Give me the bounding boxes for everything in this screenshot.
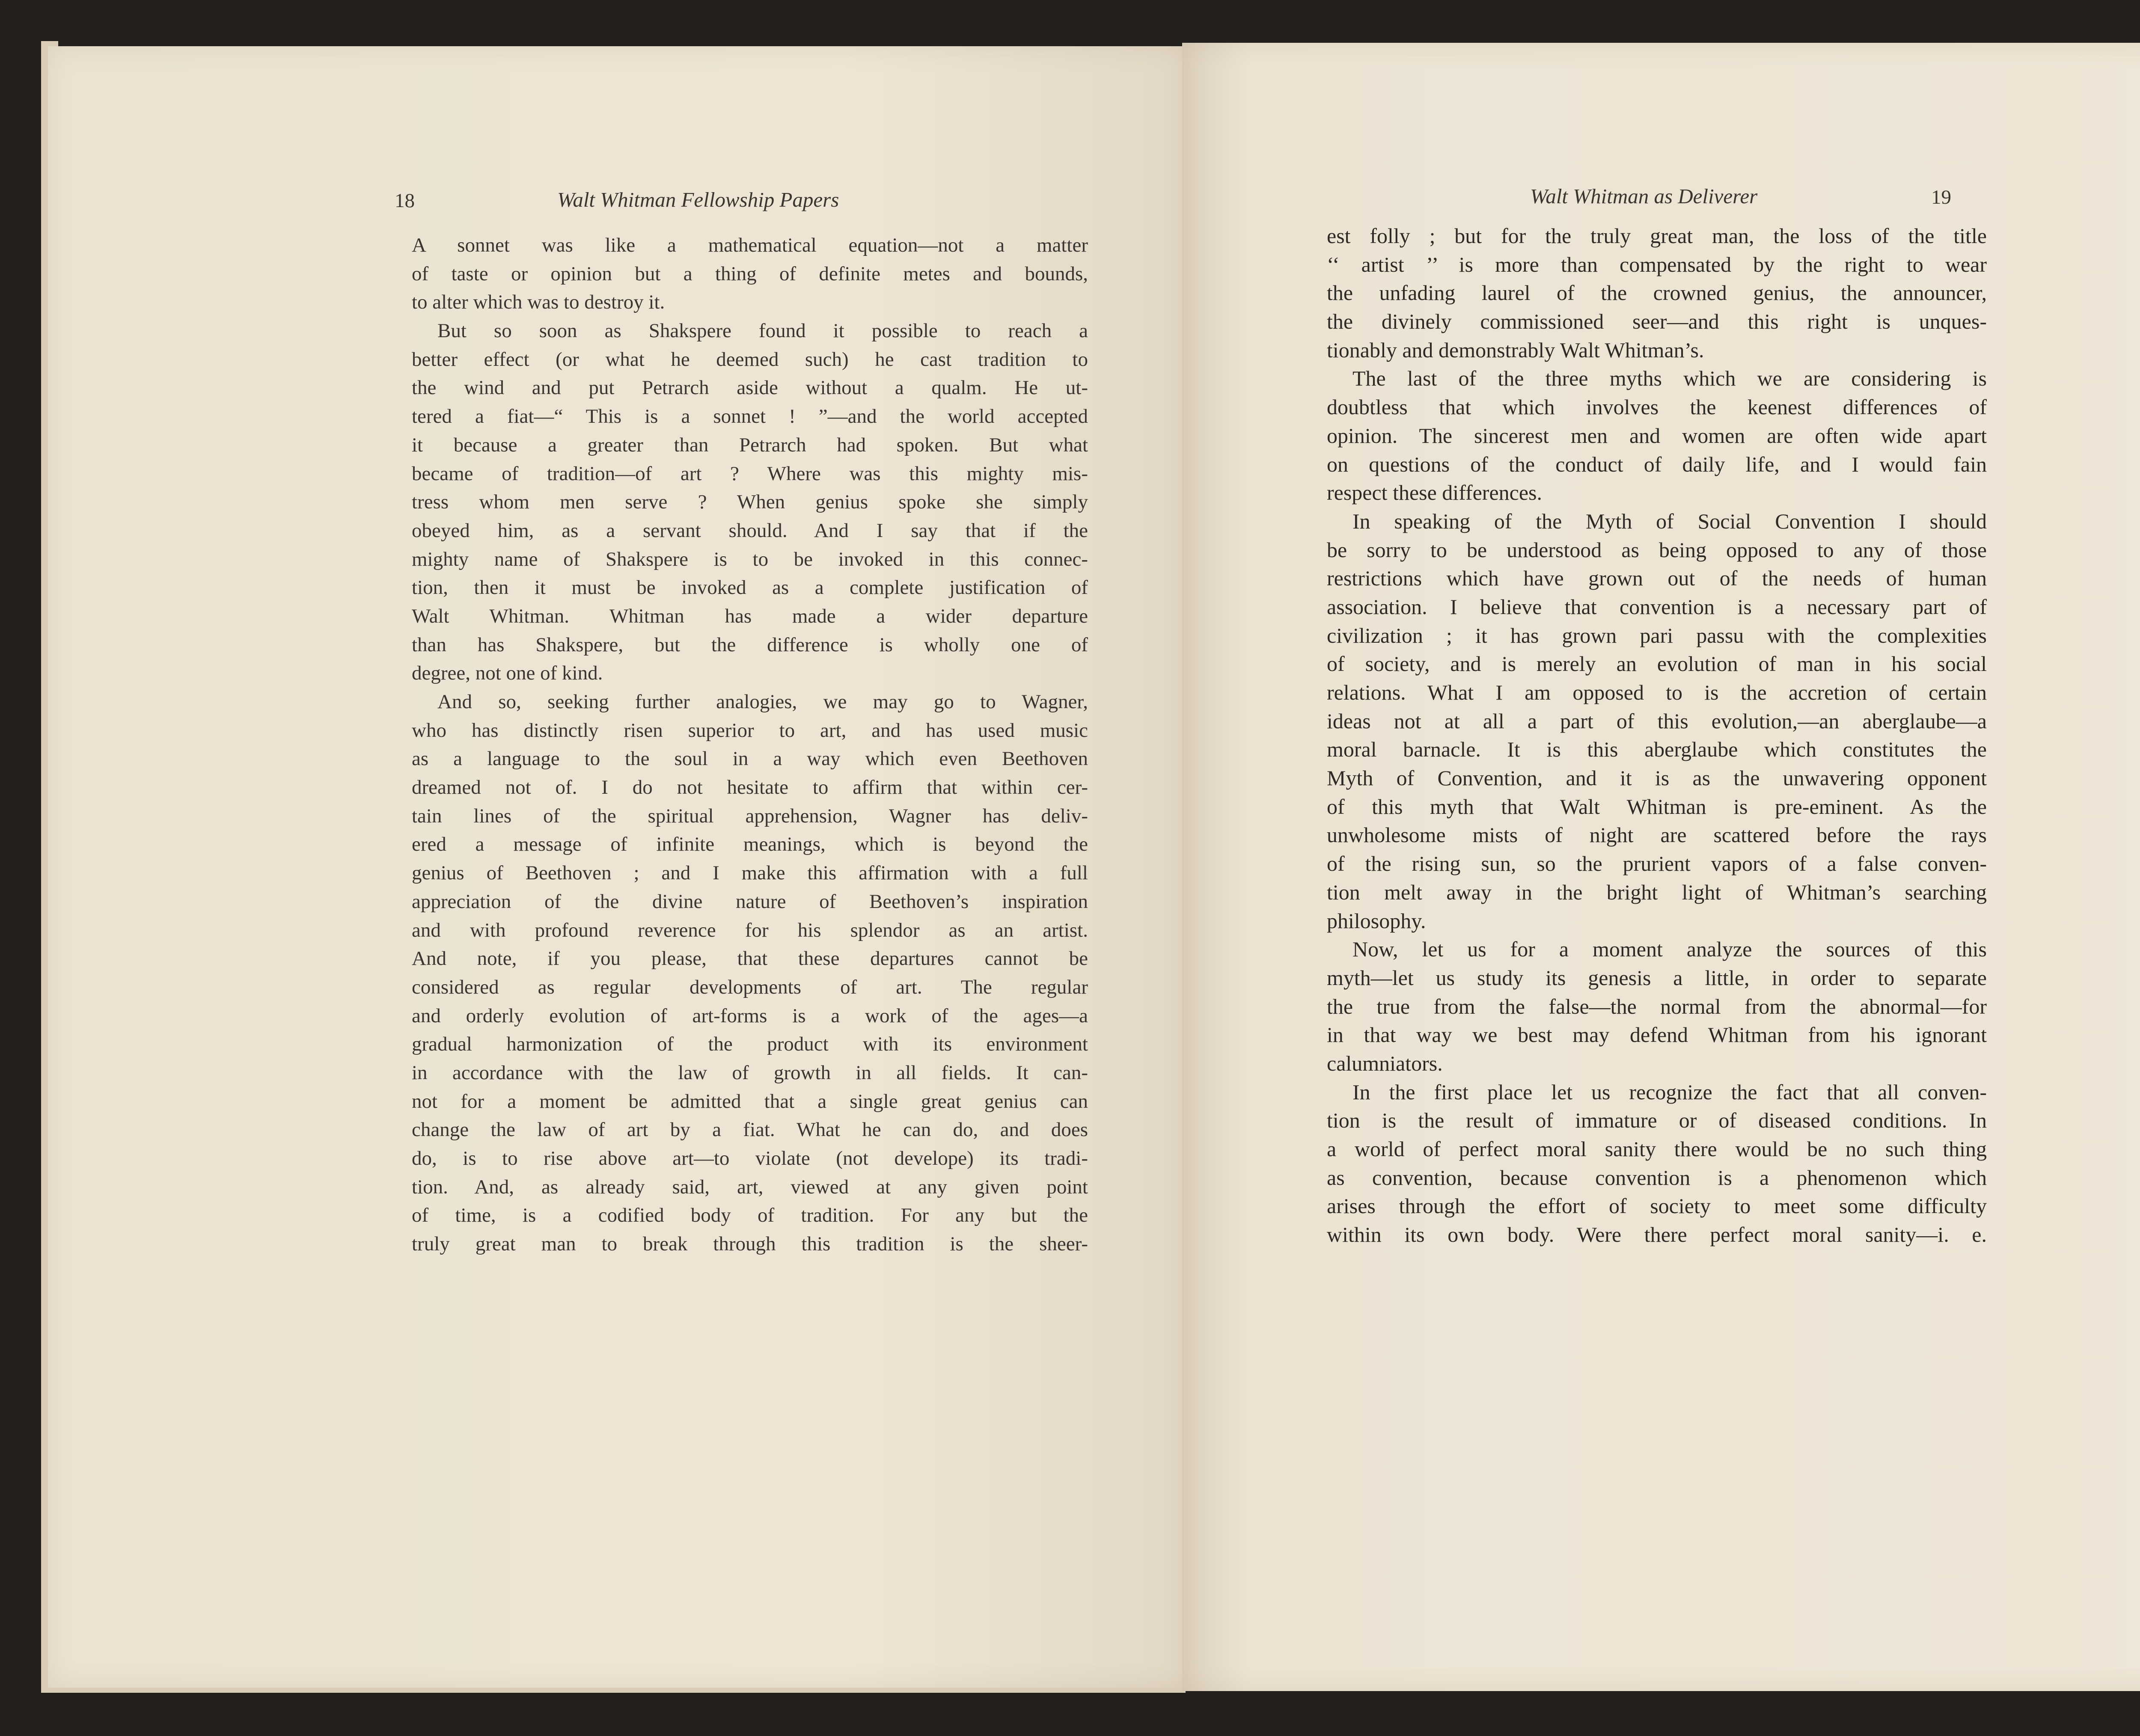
text-line: do, is to rise above art—to violate (not develope) its tradi- bbox=[412, 1147, 1088, 1169]
text-line: appreciation of the divine nature of Beethoven’s inspiration bbox=[412, 890, 1088, 913]
text-line: the divinely commissioned seer—and this right is unques- bbox=[1327, 309, 1987, 334]
text-line: became of tradition—of art ? Where was this mighty mis- bbox=[412, 462, 1088, 485]
text-line: myth—let us study its genesis a little, in order to separate bbox=[1327, 965, 1987, 990]
text-line: to alter which was to destroy it. bbox=[412, 291, 665, 314]
text-line: and orderly evolution of art-forms is a work of the ages—a bbox=[412, 1004, 1088, 1027]
text-line: association. I believe that convention is a necessary part of bbox=[1327, 594, 1987, 619]
text-line: Now, let us for a moment analyze the sources of this bbox=[1352, 937, 1987, 961]
right-running-head bbox=[1182, 180, 2140, 223]
text-line: of this myth that Walt Whitman is pre-eminent. As the bbox=[1327, 794, 1987, 819]
text-line: than has Shakspere, but the difference is wholly one of bbox=[412, 633, 1088, 656]
text-line: genius of Beethoven ; and I make this affirmation with a full bbox=[412, 862, 1088, 884]
text-line: tion melt away in the bright light of Whitman’s searching bbox=[1327, 880, 1987, 904]
text-line: calumniators. bbox=[1327, 1051, 1443, 1075]
text-line: tain lines of the spiritual apprehension, Wagner has deliv- bbox=[412, 804, 1088, 827]
right-body-text bbox=[1327, 222, 1987, 1249]
text-line: And so, seeking further analogies, we may go to Wagner, bbox=[437, 691, 1088, 713]
text-line: dreamed not of. I do not hesitate to affirm that within cer- bbox=[412, 776, 1088, 799]
text-line: within its own body. Were there perfect moral sanity—i. e. bbox=[1327, 1223, 1987, 1247]
left-running-head bbox=[48, 183, 1186, 226]
text-line: In speaking of the Myth of Social Convention I should bbox=[1352, 509, 1987, 533]
text-line: philosophy. bbox=[1327, 908, 1426, 933]
text-line: be sorry to be understood as being opposed to any of those bbox=[1327, 537, 1987, 562]
text-line: gradual harmonization of the product with its environment bbox=[412, 1033, 1088, 1056]
text-line: restrictions which have grown out of the needs of human bbox=[1327, 566, 1987, 591]
text-line: tered a fiat—“ This is a sonnet ! ”—and the world accepted bbox=[412, 405, 1088, 428]
text-line: And note, if you please, that these departures cannot be bbox=[412, 947, 1088, 970]
text-line: the unfading laurel of the crowned genius, the announcer, bbox=[1327, 281, 1987, 305]
text-line: Myth of Convention, and it is as the unwavering opponent bbox=[1327, 766, 1987, 790]
text-line: the wind and put Petrarch aside without a qualm. He ut- bbox=[412, 377, 1088, 399]
text-line: moral barnacle. It is this aberglaube which constitutes the bbox=[1327, 737, 1987, 762]
text-line: not for a moment be admitted that a single great genius can bbox=[412, 1090, 1088, 1113]
text-line: in that way we best may defend Whitman from his ignorant bbox=[1327, 1023, 1987, 1047]
text-line: In the first place let us recognize the fact that all conven- bbox=[1352, 1080, 1987, 1104]
text-line: change the law of art by a fiat. What he can do, and does bbox=[412, 1119, 1088, 1141]
left-page-number: 18 bbox=[395, 190, 415, 212]
text-line: truly great man to break through this tradition is the sheer- bbox=[412, 1233, 1088, 1255]
text-line: degree, not one of kind. bbox=[412, 662, 603, 685]
text-line: a world of perfect moral sanity there would be no such thing bbox=[1327, 1137, 1987, 1161]
text-line: ‘‘ artist ’’ is more than compensated by the right to wear bbox=[1327, 252, 1987, 276]
text-line: ideas not at all a part of this evolution,—an aberglaube—a bbox=[1327, 709, 1987, 733]
text-line: in accordance with the law of growth in all fields. It can- bbox=[412, 1061, 1088, 1084]
text-line: civilization ; it has grown pari passu with the complexities bbox=[1327, 623, 1987, 647]
left-running-title: Walt Whitman Fellowship Papers bbox=[557, 188, 839, 211]
text-line: on questions of the conduct of daily life, and I would fain bbox=[1327, 452, 1987, 476]
left-body-text bbox=[412, 231, 1088, 1258]
text-line: A sonnet was like a mathematical equation—not a matter bbox=[412, 234, 1088, 256]
text-line: respect these differences. bbox=[1327, 481, 1542, 505]
text-line: mighty name of Shakspere is to be invoked in this connec- bbox=[412, 548, 1088, 570]
right-page-number: 19 bbox=[1931, 186, 1951, 208]
text-line: opinion. The sincerest men and women are often wide apart bbox=[1327, 423, 1987, 448]
text-line: of taste or opinion but a thing of definite metes and bounds, bbox=[412, 262, 1088, 285]
text-line: and with profound reverence for his splendor as an artist. bbox=[412, 919, 1088, 941]
text-line: arises through the effort of society to meet some difficulty bbox=[1327, 1194, 1987, 1218]
right-running-title: Walt Whitman as Deliverer bbox=[1530, 184, 1758, 208]
text-line: But so soon as Shakspere found it possible to reach a bbox=[437, 320, 1088, 342]
text-line: as a language to the soul in a way which even Beethoven bbox=[412, 748, 1088, 770]
text-line: it because a greater than Petrarch had spoken. But what bbox=[412, 433, 1088, 456]
text-line: doubtless that which involves the keenest differences of bbox=[1327, 395, 1987, 419]
text-line: who has distinctly risen superior to art, and has used music bbox=[412, 719, 1088, 742]
text-line: est folly ; but for the truly great man, the loss of the title bbox=[1327, 224, 1987, 248]
right-page bbox=[1182, 43, 2140, 1691]
text-line: obeyed him, as a servant should. And I say that if the bbox=[412, 519, 1088, 542]
text-line: better effect (or what he deemed such) he cast tradition to bbox=[412, 348, 1088, 371]
text-line: as convention, because convention is a phenomenon which bbox=[1327, 1165, 1987, 1190]
text-line: tionably and demonstrably Walt Whitman’s. bbox=[1327, 338, 1704, 362]
text-line: of society, and is merely an evolution of man in his social bbox=[1327, 652, 1987, 676]
text-line: ered a message of infinite meanings, which is beyond the bbox=[412, 833, 1088, 856]
text-line: of the rising sun, so the prurient vapors of a false conven- bbox=[1327, 852, 1987, 876]
text-line: the true from the false—the normal from the abnormal—for bbox=[1327, 994, 1987, 1018]
text-line: tress whom men serve ? When genius spoke she simply bbox=[412, 491, 1088, 513]
text-line: unwholesome mists of night are scattered before the rays bbox=[1327, 823, 1987, 847]
text-line: tion. And, as already said, art, viewed at any given point bbox=[412, 1175, 1088, 1198]
text-line: tion is the result of immature or of diseased conditions. In bbox=[1327, 1108, 1987, 1133]
text-line: Walt Whitman. Whitman has made a wider departure bbox=[412, 605, 1088, 627]
text-line: relations. What I am opposed to is the accretion of certain bbox=[1327, 680, 1987, 704]
text-line: tion, then it must be invoked as a complete justification of bbox=[412, 576, 1088, 599]
text-line: The last of the three myths which we are considering is bbox=[1352, 366, 1987, 391]
left-page bbox=[48, 46, 1186, 1688]
text-line: of time, is a codified body of tradition. For any but the bbox=[412, 1204, 1088, 1227]
text-line: considered as regular developments of art. The regular bbox=[412, 976, 1088, 998]
